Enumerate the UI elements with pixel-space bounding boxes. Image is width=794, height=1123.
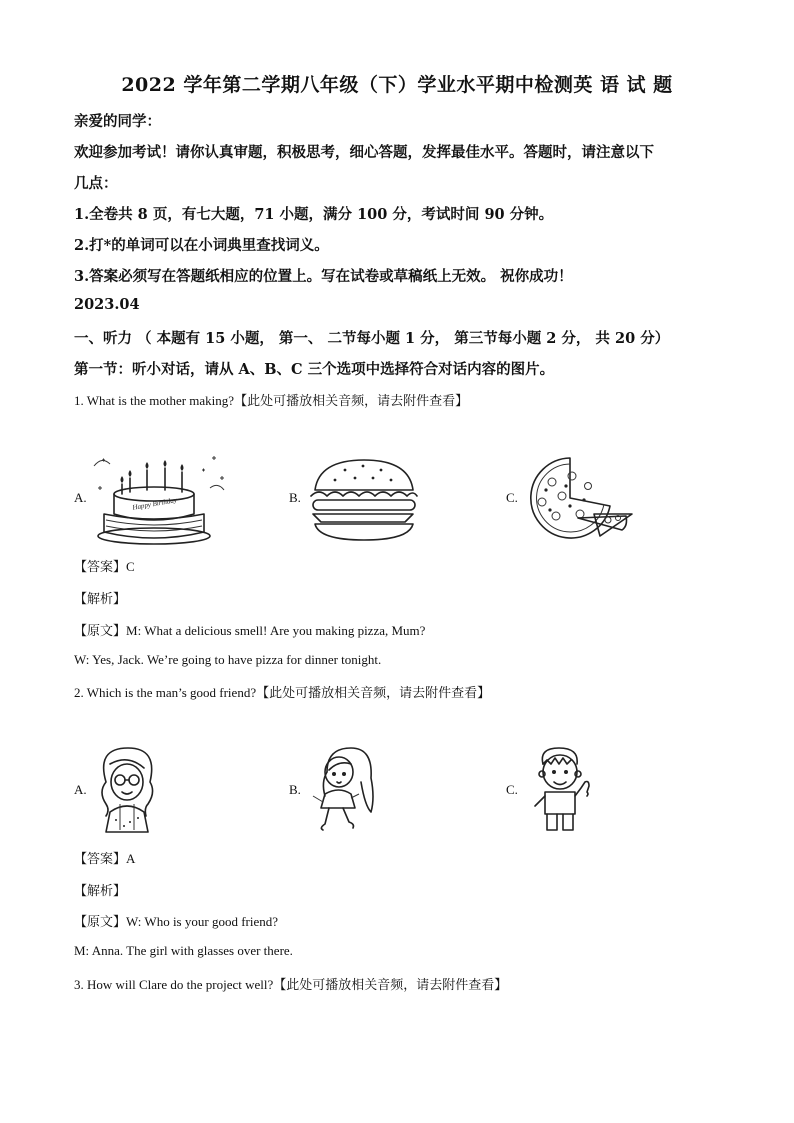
audio-note[interactable]: 【此处可播放相关音频，请去附件查看】 bbox=[256, 686, 491, 701]
question-3-stem bbox=[74, 974, 507, 993]
question-2-text: 2. Which is the man’s good friend? bbox=[74, 685, 257, 700]
analysis-tag: 【解析】 bbox=[74, 884, 127, 899]
birthday-cake-icon[interactable] bbox=[92, 448, 232, 548]
answer-tag: 【答案】 bbox=[74, 560, 127, 575]
answer-row-2 bbox=[74, 848, 135, 867]
section-heading: 一、听力 （ 本题有 15 小题， 第一、 二节每小题 1 分， 第三节每小题 2 分， 共 20 分） bbox=[74, 330, 670, 347]
option-b-label: B. bbox=[289, 490, 301, 505]
option-a-label: A. bbox=[74, 490, 87, 505]
girl-long-hair-icon[interactable] bbox=[305, 742, 381, 834]
transcript-line-1 bbox=[74, 911, 278, 930]
cake-text: Happy Birthday bbox=[131, 496, 178, 512]
transcript-text: M: What a delicious smell! Are you making pizza, Mum? bbox=[126, 623, 426, 638]
exam-date: 2023.04 bbox=[74, 296, 140, 313]
answer-tag: 【答案】 bbox=[74, 852, 127, 867]
answer-value: A bbox=[126, 851, 136, 866]
question-1-stem bbox=[74, 390, 468, 409]
transcript-line-2: W: Yes, Jack. We’re going to have pizza for dinner tonight. bbox=[74, 652, 382, 667]
audio-note[interactable]: 【此处可播放相关音频，请去附件查看】 bbox=[234, 394, 469, 409]
option-c-label: C. bbox=[506, 782, 518, 797]
girl-with-glasses-icon[interactable] bbox=[92, 742, 162, 834]
pizza-icon[interactable] bbox=[522, 452, 638, 540]
transcript-line-2: M: Anna. The girl with glasses over there. bbox=[74, 943, 293, 958]
boy-thumbs-up-icon[interactable] bbox=[525, 742, 597, 836]
audio-note[interactable]: 【此处可播放相关音频，请去附件查看】 bbox=[273, 978, 508, 993]
intro-line-2: 几点： bbox=[74, 175, 118, 192]
option-a-label: A. bbox=[74, 782, 87, 797]
option-b-label: B. bbox=[289, 782, 301, 797]
page-title: 2022 学年第二学期八年级（下）学业水平期中检测英 语 试 题 bbox=[121, 74, 673, 96]
greeting: 亲爱的同学： bbox=[74, 113, 161, 130]
question-2-stem bbox=[74, 682, 490, 701]
note-2: 2.打*的单词可以在小词典里查找词义。 bbox=[74, 237, 329, 254]
answer-value: C bbox=[126, 559, 135, 574]
part-heading: 第一节：听小对话，请从 A、B、C 三个选项中选择符合对话内容的图片。 bbox=[74, 361, 555, 378]
hamburger-icon[interactable] bbox=[305, 456, 423, 542]
intro-line-1: 欢迎参加考试！请你认真审题，积极思考，细心答题，发挥最佳水平。答题时，请注意以下 bbox=[74, 144, 654, 161]
question-1-text: 1. What is the mother making? bbox=[74, 393, 235, 408]
question-3-text: 3. How will Clare do the project well? bbox=[74, 977, 274, 992]
note-1: 1.全卷共 8 页，有七大题，71 小题，满分 100 分，考试时间 90 分钟。 bbox=[74, 206, 554, 223]
source-tag: 【原文】 bbox=[74, 624, 127, 639]
note-3: 3.答案必须写在答题纸相应的位置上。写在试卷或草稿纸上无效。 祝你成功！ bbox=[74, 268, 573, 285]
option-c-label: C. bbox=[506, 490, 518, 505]
analysis-tag: 【解析】 bbox=[74, 592, 127, 607]
source-tag: 【原文】 bbox=[74, 915, 127, 930]
transcript-text: W: Who is your good friend? bbox=[126, 914, 279, 929]
transcript-line-1 bbox=[74, 620, 425, 639]
answer-row-1 bbox=[74, 556, 135, 575]
